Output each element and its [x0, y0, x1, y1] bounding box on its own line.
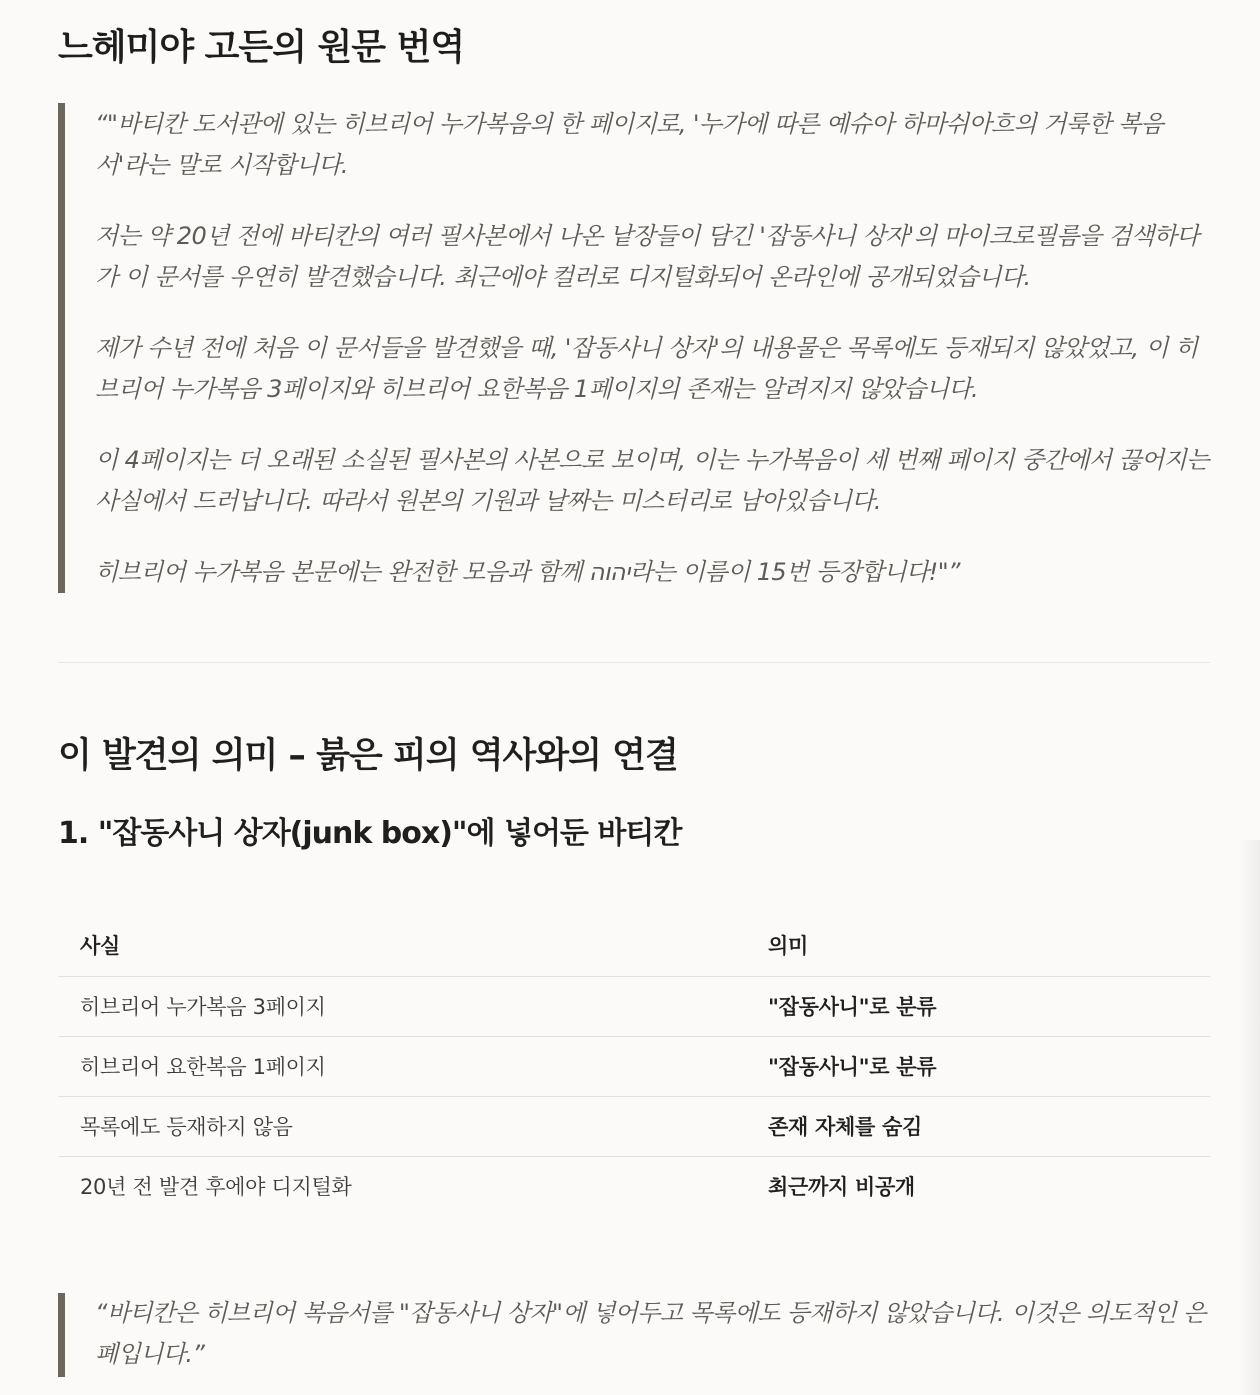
- quote-paragraph: “"바티칸 도서관에 있는 히브리어 누가복음의 한 페이지로, '누가에 따른 예슈아 하마쉬아흐의 거룩한 복음서'라는 말로 시작합니다.: [95, 110, 1164, 179]
- page-title: 느헤미야 고든의 원문 번역: [58, 27, 465, 68]
- table-row: [58, 976, 1210, 1036]
- table-cell-fact: 히브리어 요한복음 1페이지: [58, 1036, 746, 1096]
- table-row: [58, 1036, 1210, 1096]
- table-header-fact: 사실: [58, 914, 746, 976]
- table-row: [58, 1096, 1210, 1156]
- scroll-edge-shadow: [1238, 840, 1260, 1395]
- table-cell-meaning: 최근까지 비공개: [768, 1175, 915, 1200]
- table-header-meaning: 의미: [746, 914, 1210, 976]
- subsection-heading: 1. "잡동사니 상자(junk box)"에 넣어둔 바티칸: [58, 816, 682, 851]
- quote-paragraph: 저는 약 20년 전에 바티칸의 여러 필사본에서 나온 낱장들이 담긴 '잡동사니 상자'의 마이크로필름을 검색하다가 이 문서를 우연히 발견했습니다. 최근에야 컬러로 디지털화되어 온라인에 공개되었습니다.: [95, 222, 1199, 291]
- table-row: [58, 1156, 1210, 1216]
- section-divider: [58, 662, 1210, 663]
- table-header-row: [58, 914, 1210, 976]
- quote-paragraph: 이 4페이지는 더 오래된 소실된 필사본의 사본으로 보이며, 이는 누가복음이 세 번째 페이지 중간에서 끊어지는 사실에서 드러납니다. 따라서 원본의 기원과 날짜는 미스터리로 남아있습니다.: [95, 446, 1209, 515]
- facts-table: [58, 914, 1210, 1216]
- table-cell-fact: 목록에도 등재하지 않음: [58, 1096, 746, 1156]
- translation-blockquote: [58, 103, 1210, 593]
- closing-quote-text: “바티칸은 히브리어 복음서를 "잡동사니 상자"에 넣어두고 목록에도 등재하지 않았습니다. 이것은 의도적인 은폐입니다.”: [95, 1299, 1206, 1368]
- table-cell-fact: 20년 전 발견 후에야 디지털화: [80, 1175, 352, 1200]
- table-cell-meaning: "잡동사니"로 분류: [746, 1036, 1210, 1096]
- table-cell-fact: 히브리어 누가복음 3페이지: [58, 976, 746, 1036]
- table-cell-meaning: 존재 자체를 숨김: [746, 1096, 1210, 1156]
- table-cell-meaning: "잡동사니"로 분류: [746, 976, 1210, 1036]
- quote-paragraph: 제가 수년 전에 처음 이 문서들을 발견했을 때, '잡동사니 상자'의 내용물은 목록에도 등재되지 않았었고, 이 히브리어 누가복음 3페이지와 히브리어 요한복음 1페이지의 존재는 알려지지 않았습니다.: [95, 334, 1198, 403]
- quote-paragraph: 히브리어 누가복음 본문에는 완전한 모음과 함께 יהוה라는 이름이 15번 등장합니다!"”: [95, 558, 960, 586]
- closing-blockquote: [58, 1293, 1210, 1377]
- section-heading: 이 발견의 의미 – 붉은 피의 역사와의 연결: [58, 736, 678, 776]
